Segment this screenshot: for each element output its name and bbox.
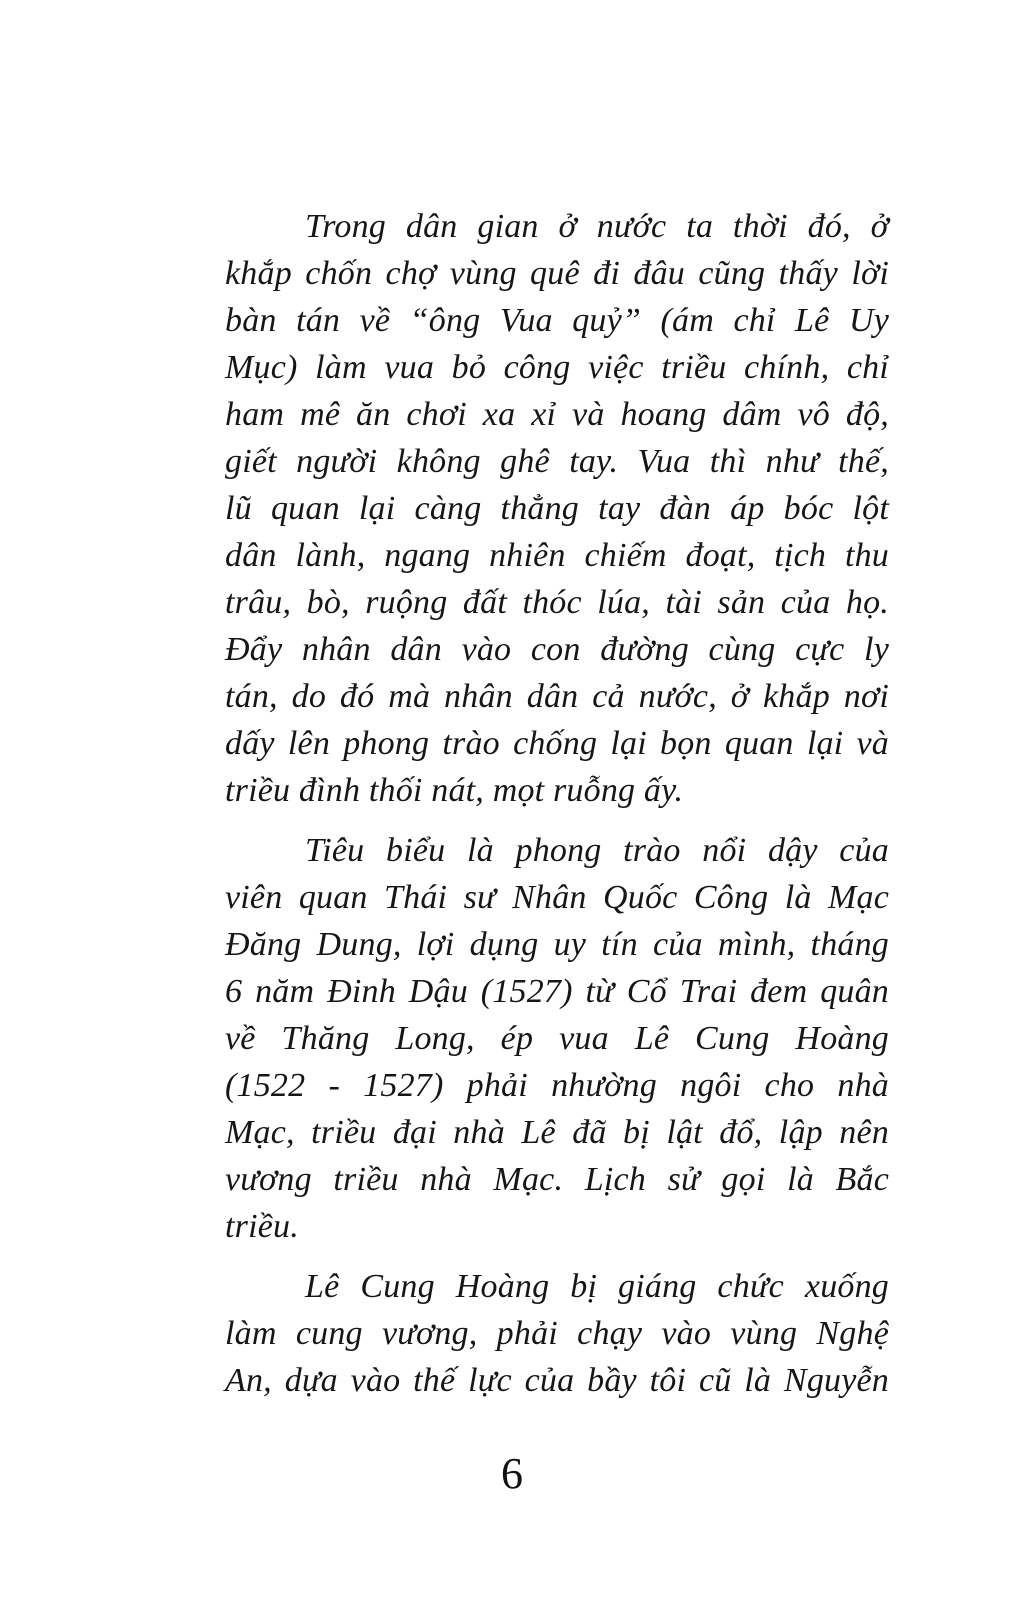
text-line: Lê Cung Hoàng bị giáng chức xuống (305, 1268, 889, 1305)
text-line: về Thăng Long, ép vua Lê Cung Hoàng (225, 1020, 889, 1057)
text-line: Đăng Dung, lợi dụng uy tín của mình, tháng (225, 926, 889, 963)
text-line: Trong dân gian ở nước ta thời đó, ở (305, 208, 889, 245)
text-line: dân lành, ngang nhiên chiếm đoạt, tịch thu (225, 537, 889, 574)
page-number: 6 (501, 1449, 523, 1498)
text-line: dấy lên phong trào chống lại bọn quan lại và (225, 725, 889, 762)
paragraph (225, 827, 889, 1250)
text-line: ham mê ăn chơi xa xỉ và hoang dâm vô độ, (225, 396, 889, 433)
text-line: khắp chốn chợ vùng quê đi đâu cũng thấy lời (225, 255, 889, 292)
text-line: Đẩy nhân dân vào con đường cùng cực ly (225, 631, 889, 668)
text-line: (1522 - 1527) phải nhường ngôi cho nhà (225, 1067, 889, 1104)
text-line: Tiêu biểu là phong trào nổi dậy của (305, 832, 889, 869)
paragraph (225, 1263, 889, 1404)
text-line: bàn tán về “ông Vua quỷ” (ám chỉ Lê Uy (225, 302, 889, 339)
text-line: triều đình thối nát, mọt ruỗng ấy. (225, 772, 684, 809)
text-line: tán, do đó mà nhân dân cả nước, ở khắp nơi (225, 678, 889, 715)
text-line: trâu, bò, ruộng đất thóc lúa, tài sản của họ. (225, 584, 889, 621)
text-line: vương triều nhà Mạc. Lịch sử gọi là Bắc (225, 1161, 889, 1198)
paragraph (225, 203, 889, 814)
text-line: viên quan Thái sư Nhân Quốc Công là Mạc (225, 879, 889, 916)
text-line: triều. (225, 1208, 299, 1245)
text-line: Mục) làm vua bỏ công việc triều chính, chỉ (225, 349, 889, 386)
text-line: Mạc, triều đại nhà Lê đã bị lật đổ, lập nên (225, 1114, 889, 1151)
text-line: làm cung vương, phải chạy vào vùng Nghệ (225, 1315, 889, 1352)
text-line: giết người không ghê tay. Vua thì như thế, (225, 443, 889, 480)
text-line: lũ quan lại càng thẳng tay đàn áp bóc lột (225, 490, 889, 527)
page-text (225, 203, 889, 1404)
text-line: 6 năm Đinh Dậu (1527) từ Cổ Trai đem quân (225, 973, 889, 1010)
text-line: An, dựa vào thế lực của bầy tôi cũ là Nguyễn (225, 1362, 889, 1399)
